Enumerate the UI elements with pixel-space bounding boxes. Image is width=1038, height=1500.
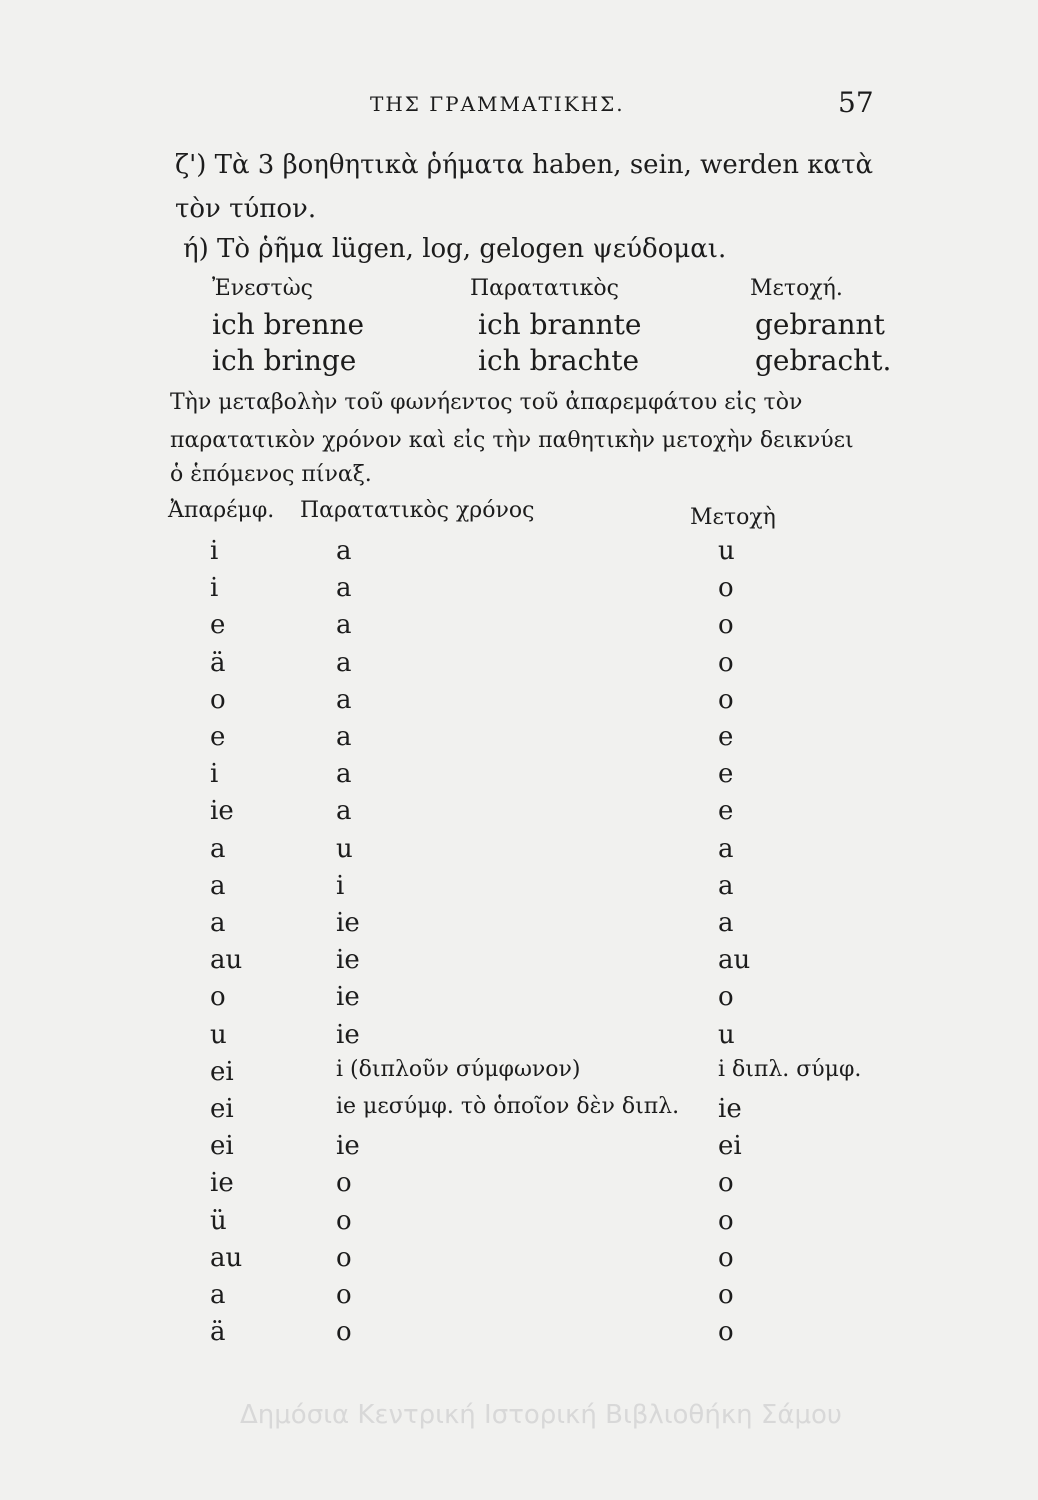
table-header-infinitive: Ἀπαρέμφ. [168,498,275,523]
table-cell: au [210,1242,243,1273]
table-cell: o [718,1205,734,1236]
table-cell: o [210,684,226,715]
table-cell: ä [210,647,226,678]
table-cell: o [718,1317,734,1348]
table-cell: e [718,759,734,790]
table-cell: a [336,647,352,678]
paragraph-line-2: παρατατικὸν χρόνον καὶ εἰς τὴν παθητικὴν μετοχὴν δεικνύει [170,428,854,453]
table-cell: i [210,536,219,566]
table-cell: o [718,610,734,641]
table-cell: ei [210,1131,234,1162]
table-cell: a [336,759,352,790]
table-cell: i [336,870,345,901]
table-cell: o [718,1242,734,1273]
table-cell: o [336,1280,352,1310]
conj-present-1: ich brenne [212,308,365,341]
table-cell: o [336,1205,352,1236]
conj-header-participle: Μετοχή. [750,276,843,301]
page-header [0,86,1038,126]
table-cell: u [718,536,735,566]
paragraph-line-1: Τὴν μεταβολὴν τοῦ φωνήεντος τοῦ ἀπαρεμφάτου εἰς τὸν [170,390,803,415]
table-cell: u [336,833,353,864]
table-cell: a [718,908,734,938]
table-cell: ie [336,1131,360,1162]
table-cell: u [210,1019,227,1050]
table-cell: e [718,796,734,827]
table-cell: a [336,536,352,566]
table-cell: e [718,722,734,752]
table-cell: e [210,610,226,641]
table-cell: ei [210,1056,234,1087]
table-cell: ie [718,1094,742,1124]
conj-imperfect-1: ich brannte [478,308,642,341]
table-cell: a [210,870,226,901]
table-cell: ie [336,945,360,976]
table-cell: o [336,1317,352,1348]
conj-participle-2: gebracht. [755,344,892,377]
table-cell: i [210,759,219,790]
table-cell: a [718,833,734,864]
table-cell: a [210,908,226,938]
conj-present-2: ich bringe [212,344,357,377]
table-cell: au [718,945,751,976]
page-number: 57 [838,86,874,119]
table-cell: u [718,1019,735,1050]
paragraph-line-3: ὁ ἑπόμενος πίναξ. [170,462,372,487]
table-cell: i διπλ. σύμφ. [718,1056,862,1082]
table-cell: a [718,870,734,901]
table-cell: ie [336,982,360,1013]
table-cell: ie [210,1168,234,1199]
library-watermark: Δημόσια Κεντρική Ιστορική Βιβλιοθήκη Σάμου [240,1400,842,1430]
table-cell: ei [718,1131,742,1162]
table-cell: o [718,573,734,604]
table-cell: i (διπλοῦν σύμφωνον) [336,1056,581,1082]
text-line-2: τὸν τύπον. [175,194,317,224]
conj-header-present: Ἐνεστὼς [212,276,313,301]
table-header-imperfect: Παρατατικὸς χρόνος [300,498,535,523]
conj-imperfect-2: ich brachte [478,344,640,377]
table-cell: a [336,573,352,604]
table-cell: ie [210,796,234,827]
table-cell: a [210,1280,226,1310]
table-cell: ie μεσύμφ. τὸ ὁποῖον δὲν διπλ. [336,1094,680,1119]
table-cell: o [336,1242,352,1273]
table-cell: a [210,833,226,864]
table-cell: i [210,573,219,604]
table-cell: o [718,684,734,715]
conj-participle-1: gebrannt [755,308,885,341]
table-cell: a [336,722,352,752]
table-cell: o [718,1168,734,1199]
conj-header-imperfect: Παρατατικὸς [470,276,619,301]
table-header-participle: Μετοχὴ [690,505,776,530]
table-cell: ie [336,908,360,938]
running-title: ΤΗΣ ΓΡΑΜΜΑΤΙΚΗΣ. [370,92,625,116]
table-cell: o [718,647,734,678]
text-line-3: ή) Τὸ ῥῆμα lügen, log, gelogen ψεύδομαι. [183,234,727,264]
table-cell: e [210,722,226,752]
table-cell: au [210,945,243,976]
table-cell: ü [210,1205,227,1236]
text-line-1: ζ') Τὰ 3 βοηθητικὰ ῥήματα haben, sein, werden κατὰ [175,150,874,180]
table-cell: ei [210,1094,234,1124]
table-cell: o [210,982,226,1013]
table-cell: ie [336,1019,360,1050]
table-cell: o [718,1280,734,1310]
table-cell: a [336,610,352,641]
table-cell: a [336,796,352,827]
table-cell: o [336,1168,352,1199]
table-cell: a [336,684,352,715]
table-cell: o [718,982,734,1013]
table-cell: ä [210,1317,226,1348]
